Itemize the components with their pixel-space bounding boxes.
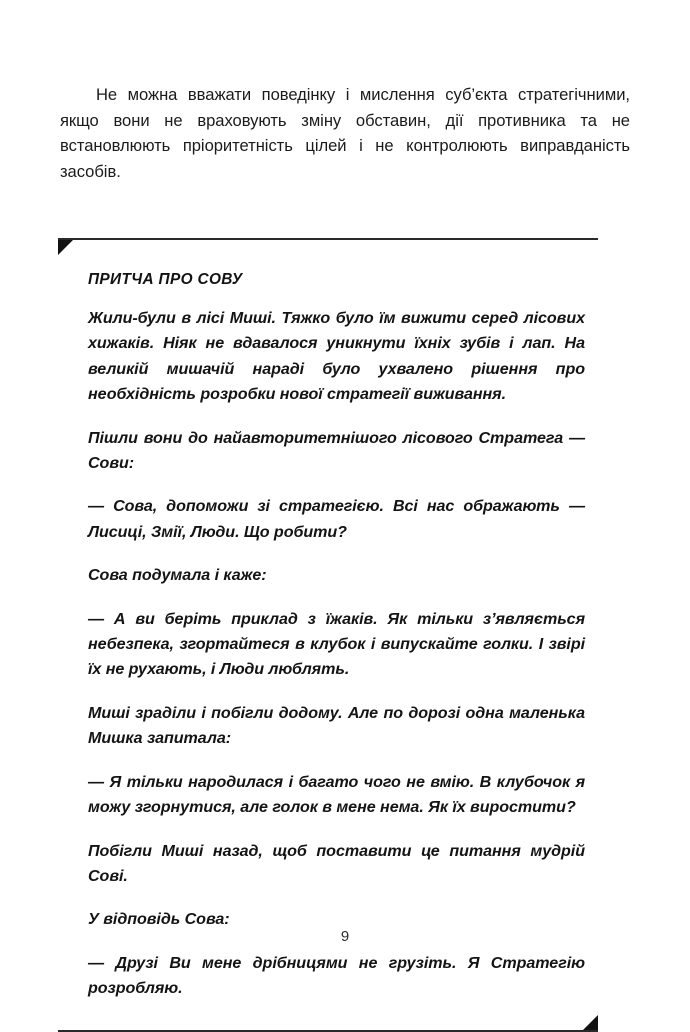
parable-paragraph: Пішли вони до найавторитетнішого лісового Стратега — Сови: — [88, 428, 585, 473]
parable-paragraph: Побігли Миші назад, щоб поставити це питання мудрій Сові. — [88, 841, 585, 885]
parable-body — [88, 290, 585, 1002]
section-bottom-rule — [58, 1014, 598, 1032]
parable-paragraph: — А ви беріть приклад з їжаків. Як тільки з’являється небезпека, згортайтеся в клубок і випускайте голки. І звірі їх не рухають, і Люди люблять. — [88, 609, 585, 679]
bottom-rule-line — [58, 1030, 598, 1032]
corner-triangle-bottom-right-icon — [583, 1015, 598, 1030]
intro-paragraph: Не можна вважати поведінку і мислення суб’єкта стратегічними, якщо вони не враховують зміну обставин, дії противника та не встановлюють пріоритетність цілей і не контролюють виправданість засобів. — [60, 85, 630, 181]
section-top-rule — [58, 238, 598, 256]
parable-paragraph: Сова подумала і каже: — [88, 566, 267, 585]
parable-paragraph: У відповідь Сова: — [88, 910, 230, 929]
corner-triangle-top-left-icon — [58, 240, 73, 255]
parable-paragraph: Миші зраділи і побігли додому. Але по дорозі одна маленька Мишка запитала: — [88, 703, 585, 748]
parable-section — [0, 238, 690, 1032]
page-footer — [0, 928, 690, 946]
page-number: 9 — [340, 928, 350, 945]
parable-paragraph: — Сова, допоможи зі стратегією. Всі нас ображають — Лисиці, Змії, Люди. Що робити? — [88, 497, 585, 541]
intro-block — [60, 82, 630, 184]
parable-paragraph: Жили-були в лісі Миші. Тяжко було їм вижити серед лісових хижаків. Ніяк не вдавалося уникнути їхніх зубів і лап. На великій мишачій нараді було ухвалено рішення про необхідність розробки нової стратегії виживання. — [88, 309, 585, 404]
parable-bottom-spacer — [0, 1002, 690, 1014]
parable-paragraph: — Я тільки народилася і багато чого не вмію. В клубочок я можу згорнутися, але голок в мене нема. Як їх виростити? — [88, 772, 585, 817]
parable-heading: ПРИТЧА ПРО СОВУ — [88, 271, 243, 288]
parable-paragraph: — Друзі Ви мене дрібницями не грузіть. Я Стратегію розробляю. — [88, 953, 585, 998]
top-rule-line — [58, 238, 598, 240]
